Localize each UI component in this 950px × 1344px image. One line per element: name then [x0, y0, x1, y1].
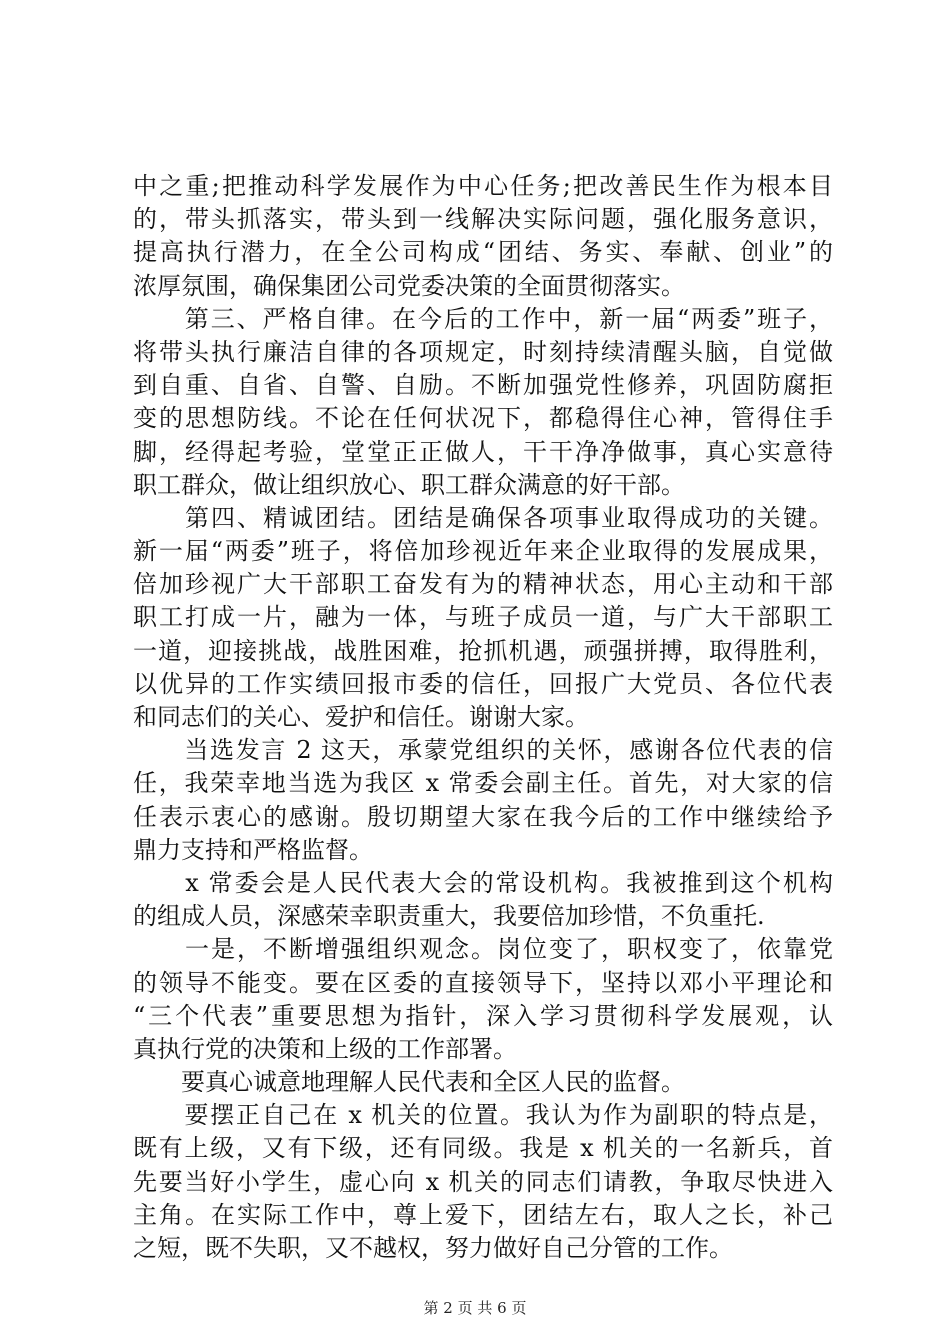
text-line: 脚，经得起考验，堂堂正正做人，干干净净做事，真心实意待: [133, 437, 833, 466]
text-line: 先要当好小学生，虚心向 x 机关的同志们请教，争取尽快进入: [133, 1167, 833, 1196]
text-line: 新一届“两委”班子，将倍加珍视近年来企业取得的发展成果，: [133, 537, 833, 566]
text-line: 要摆正自己在 x 机关的位置。我认为作为副职的特点是，: [133, 1101, 833, 1130]
text-line: 的组成人员，深感荣幸职责重大，我要倍加珍惜，不负重托.: [133, 902, 765, 931]
text-line: 将带头执行廉洁自律的各项规定，时刻持续清醒头脑，自觉做: [133, 337, 833, 366]
text-line: 职工打成一片，融为一体，与班子成员一道，与广大干部职工: [133, 603, 833, 632]
text-line: 一道，迎接挑战，战胜困难，抢抓机遇，顽强拼搏，取得胜利，: [133, 636, 833, 665]
text-line: 第四、精诚团结。团结是确保各项事业取得成功的关键。: [133, 503, 833, 532]
text-line: 的领导不能变。要在区委的直接领导下，坚持以邓小平理论和: [133, 968, 833, 997]
text-line: 既有上级，又有下级，还有同级。我是 x 机关的一名新兵，首: [133, 1134, 833, 1163]
text-line: 鼎力支持和严格监督。: [133, 835, 373, 864]
text-line: 倍加珍视广大干部职工奋发有为的精神状态，用心主动和干部: [133, 570, 833, 599]
text-line: 以优异的工作实绩回报市委的信任，回报广大党员、各位代表: [133, 669, 833, 698]
text-line: 的，带头抓落实，带头到一线解决实际问题，强化服务意识，: [133, 205, 833, 234]
text-line: 浓厚氛围，确保集团公司党委决策的全面贯彻落实。: [133, 271, 685, 300]
text-line: 任表示衷心的感谢。殷切期望大家在我今后的工作中继续给予: [133, 802, 833, 831]
text-line: 真执行党的决策和上级的工作部署。: [133, 1034, 517, 1063]
text-line: 一是，不断增强组织观念。岗位变了，职权变了，依靠党: [133, 935, 833, 964]
document-body: [133, 170, 833, 1265]
text-line: 当选发言 2 这天，承蒙党组织的关怀，感谢各位代表的信: [133, 736, 833, 765]
text-line: 之短，既不失职，又不越权，努力做好自己分管的工作。: [133, 1234, 733, 1262]
text-line: 主角。在实际工作中，尊上爱下，团结左右，取人之长，补己: [133, 1200, 833, 1229]
text-line: 到自重、自省、自警、自励。不断加强党性修养，巩固防腐拒: [133, 371, 833, 400]
text-line: 变的思想防线。不论在任何状况下，都稳得住心神，管得住手: [133, 404, 833, 433]
text-line: 中之重;把推动科学发展作为中心任务;把改善民生作为根本目: [133, 172, 833, 200]
text-line: 第三、严格自律。在今后的工作中，新一届“两委”班子，: [133, 304, 833, 333]
text-line: 和同志们的关心、爱护和信任。谢谢大家。: [133, 703, 589, 731]
text-line: 任，我荣幸地当选为我区 x 常委会副主任。首先，对大家的信: [133, 769, 833, 798]
text-line: 职工群众，做让组织放心、职工群众满意的好干部。: [133, 470, 685, 499]
text-line: “三个代表”重要思想为指针，深入学习贯彻科学发展观，认: [133, 1001, 833, 1030]
page-footer: 第 2 页 共 6 页: [423, 1299, 527, 1317]
text-line: x 常委会是人民代表大会的常设机构。我被推到这个机构: [133, 868, 833, 897]
text-line: 提高执行潜力，在全公司构成“团结、务实、奉献、创业”的: [133, 238, 833, 267]
text-line: 要真心诚意地理解人民代表和全区人民的监督。: [133, 1068, 685, 1097]
